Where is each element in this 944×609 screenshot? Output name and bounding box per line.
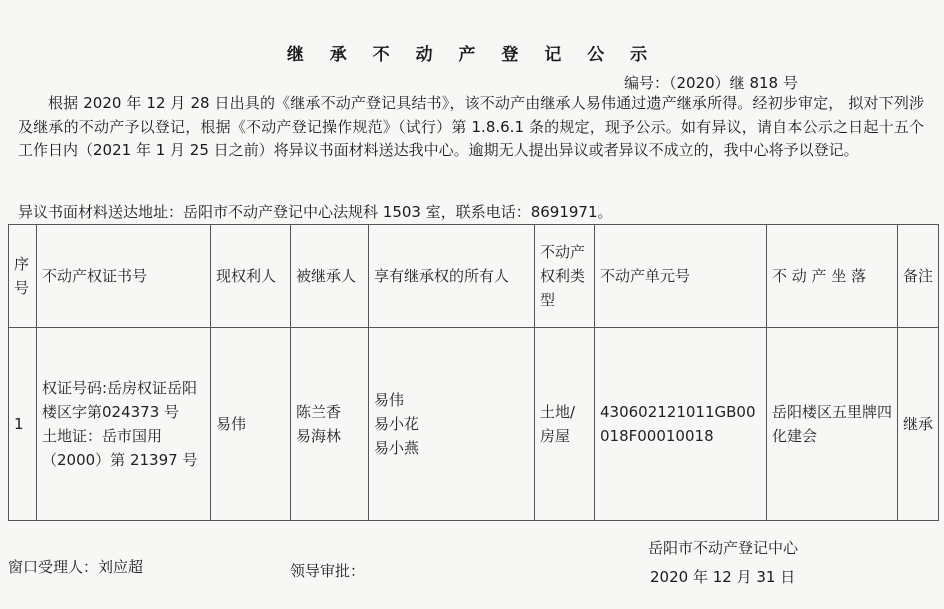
- table-row: [9, 328, 939, 521]
- window-clerk: 窗口受理人：刘应超: [8, 558, 144, 576]
- cell-decedent: [291, 328, 369, 521]
- header-location: 不 动 产 坐 落: [767, 225, 898, 328]
- header-unit-no: 不动产单元号: [595, 225, 767, 328]
- cell-cert-no: [37, 328, 211, 521]
- cell-seq: 1: [9, 328, 37, 521]
- issue-date: 2020 年 12 月 31 日: [650, 568, 796, 586]
- page-title: 继 承 不 动 产 登 记 公 示: [286, 45, 658, 65]
- issuing-organization: 岳阳市不动产登记中心: [648, 539, 799, 557]
- cell-remark: 继承: [898, 328, 939, 521]
- header-remark: 备注: [898, 225, 939, 328]
- notice-paragraph: 根据 2020 年 12 月 28 日出具的《继承不动产登记具结书》，该不动产由继承人易伟通过遗产继承所得。经初步审定， 拟对下列涉及继承的不动产予以登记，根据《不动产登记操作规范》（试行）第 1.8.6.1 条的规定，现予公示。如有异议，请自本公示之日起十五个工作日内（2021 年 1 月 25 日之前）将异议书面材料送达我中心。逾期无人提出异议或者异议不成立的，我中心将予以登记。: [18, 94, 924, 159]
- cell-current-owner: 易伟: [211, 328, 291, 521]
- cell-heirs: [369, 328, 535, 521]
- table-header-row: [9, 225, 939, 328]
- header-right-type: 不动产权利类型: [535, 225, 595, 328]
- heir-name: 易小燕: [374, 439, 420, 457]
- heir-name: 易小花: [374, 415, 420, 433]
- header-current-owner: 现权利人: [211, 225, 291, 328]
- cell-right-type: 土地/房屋: [535, 328, 595, 521]
- objection-address: 异议书面材料送达地址：岳阳市不动产登记中心法规科 1503 室，联系电话：8691971。: [18, 203, 613, 221]
- heir-name: 易伟: [374, 391, 405, 409]
- cert-land-no: 土地证：岳市国用（2000）第 21397 号: [42, 427, 198, 469]
- header-decedent: 被继承人: [291, 225, 369, 328]
- header-heirs: 享有继承权的所有人: [369, 225, 535, 328]
- decedent-name: 易海林: [296, 427, 342, 445]
- header-seq: 序号: [9, 225, 37, 328]
- cell-unit-no: 430602121011GB00018F00010018: [595, 328, 767, 521]
- cert-property-no: 权证号码:岳房权证岳阳楼区字第024373 号: [42, 379, 198, 421]
- cell-location: 岳阳楼区五里牌四化建会: [767, 328, 898, 521]
- leader-approval: 领导审批：: [290, 562, 366, 580]
- header-cert-no: 不动产权证书号: [37, 225, 211, 328]
- registration-table: [8, 224, 939, 521]
- document-number: 编号：（2020）继 818 号: [624, 74, 798, 92]
- decedent-name: 陈兰香: [296, 403, 342, 421]
